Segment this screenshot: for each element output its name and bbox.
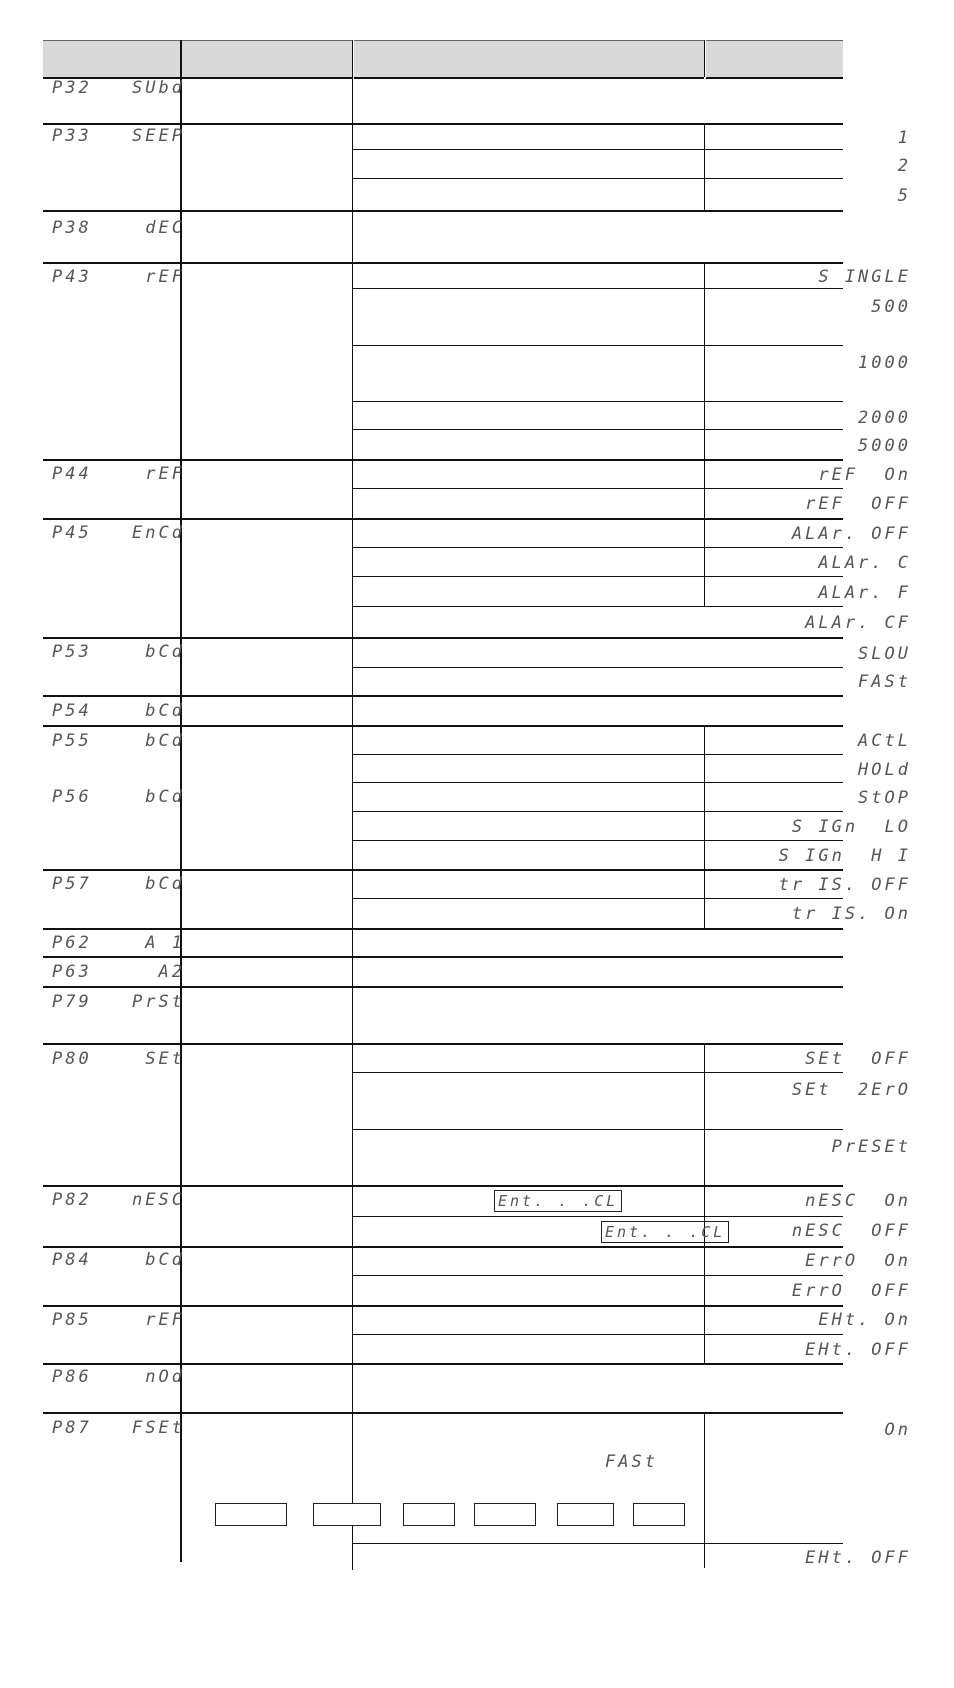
mode-box xyxy=(313,1503,381,1526)
param-name: A2 xyxy=(158,962,185,982)
display-value: 2 xyxy=(897,156,911,176)
param-code: P54 xyxy=(52,701,92,721)
subrow-divider xyxy=(352,1543,843,1544)
param-code: P85 xyxy=(52,1310,92,1330)
param-code: P79 xyxy=(52,992,92,1012)
subrow-divider xyxy=(352,149,843,150)
display-value: ErrO On xyxy=(805,1251,911,1271)
inline-display-text: FASt xyxy=(605,1452,658,1472)
mode-box xyxy=(215,1503,287,1526)
display-value: ALAr. CF xyxy=(805,613,911,633)
row-divider xyxy=(43,725,843,727)
mode-box xyxy=(474,1503,536,1526)
row-divider xyxy=(43,1412,843,1414)
param-code: P32 xyxy=(52,78,92,98)
row-divider xyxy=(43,986,843,988)
display-value: StOP xyxy=(858,788,911,808)
param-name: PrSt xyxy=(132,992,185,1012)
column-divider xyxy=(704,40,705,77)
subrow-divider xyxy=(352,782,843,783)
display-value: 5000 xyxy=(858,436,911,456)
param-code: P56 xyxy=(52,787,92,807)
row-divider xyxy=(43,637,843,639)
param-name: nESC xyxy=(132,1190,185,1210)
mode-box xyxy=(403,1503,455,1526)
param-code: P55 xyxy=(52,731,92,751)
param-code: P44 xyxy=(52,464,92,484)
column-divider xyxy=(704,1246,705,1305)
param-name: rEF xyxy=(145,1310,185,1330)
column-divider xyxy=(704,869,705,928)
param-name: nOd xyxy=(145,1367,185,1387)
column-divider xyxy=(704,1305,705,1363)
param-code: P63 xyxy=(52,962,92,982)
display-value: SEt 2ErO xyxy=(791,1080,911,1100)
subrow-divider xyxy=(352,1129,843,1130)
row-divider xyxy=(43,518,843,520)
param-code: P57 xyxy=(52,874,92,894)
row-divider xyxy=(43,1246,843,1248)
subrow-divider xyxy=(352,178,843,179)
display-value: S IGn H I xyxy=(778,846,911,866)
row-divider xyxy=(43,1305,843,1307)
param-name: bCd xyxy=(145,874,185,894)
param-name: EnCd xyxy=(132,523,185,543)
header-cell-function xyxy=(182,40,352,79)
row-divider xyxy=(43,695,843,697)
subrow-divider xyxy=(352,288,843,289)
subrow-divider xyxy=(352,1334,843,1335)
param-code: P80 xyxy=(52,1049,92,1069)
row-divider xyxy=(43,1043,843,1045)
display-value: 5 xyxy=(897,186,911,206)
column-divider xyxy=(704,1043,705,1185)
param-name: bCd xyxy=(145,642,185,662)
param-name: SUbd xyxy=(132,78,185,98)
param-code: P43 xyxy=(52,267,92,287)
param-name: A 1 xyxy=(145,933,185,953)
subrow-divider xyxy=(352,754,843,755)
subrow-divider xyxy=(352,576,843,577)
subrow-divider xyxy=(352,667,843,668)
column-divider xyxy=(704,459,705,518)
param-name: bCd xyxy=(145,787,185,807)
subrow-divider xyxy=(352,429,843,430)
subrow-divider xyxy=(352,840,843,841)
column-divider xyxy=(704,123,705,210)
display-value: 2000 xyxy=(858,408,911,428)
param-code: P87 xyxy=(52,1418,92,1438)
mode-box xyxy=(633,1503,685,1526)
display-value: EHt. OFF xyxy=(805,1340,911,1360)
param-code: P53 xyxy=(52,642,92,662)
row-divider xyxy=(43,123,843,125)
row-divider xyxy=(43,869,843,871)
subrow-divider xyxy=(352,898,843,899)
param-name: SEEP xyxy=(132,126,185,146)
inline-display-box: Ent. . .CL xyxy=(601,1221,729,1243)
display-value: rEF On xyxy=(818,465,911,485)
display-value: S INGLE xyxy=(818,267,911,287)
display-value: ALAr. C xyxy=(818,553,911,573)
display-value: nESC On xyxy=(805,1191,911,1211)
column-divider xyxy=(704,262,705,459)
display-value: On xyxy=(884,1420,911,1440)
display-value: 500 xyxy=(871,297,911,317)
header-cell-parameter xyxy=(43,40,180,79)
display-value: EHt. On xyxy=(818,1310,911,1330)
display-value: SEt OFF xyxy=(805,1049,911,1069)
display-value: ALAr. F xyxy=(818,583,911,603)
header-cell-display xyxy=(706,40,843,79)
display-value: ErrO OFF xyxy=(791,1281,911,1301)
header-cell-description xyxy=(354,40,704,79)
display-value: SLOU xyxy=(858,644,911,664)
subrow-divider xyxy=(352,401,843,402)
display-value: HOLd xyxy=(858,760,911,780)
row-divider xyxy=(43,459,843,461)
param-code: P45 xyxy=(52,523,92,543)
param-name: bCd xyxy=(145,1250,185,1270)
display-value: 1000 xyxy=(858,353,911,373)
param-name: bCd xyxy=(145,701,185,721)
row-divider xyxy=(43,262,843,264)
display-value: ALAr. OFF xyxy=(791,524,911,544)
subrow-divider xyxy=(352,1275,843,1276)
column-divider xyxy=(704,518,705,606)
row-divider xyxy=(43,1363,843,1365)
display-value: 1 xyxy=(897,128,911,148)
display-value: rEF OFF xyxy=(805,494,911,514)
column-divider xyxy=(704,725,705,869)
param-code: P86 xyxy=(52,1367,92,1387)
param-code: P38 xyxy=(52,218,92,238)
param-name: rEF xyxy=(145,464,185,484)
subrow-divider xyxy=(352,547,843,548)
subrow-divider xyxy=(352,345,843,346)
mode-box xyxy=(557,1503,614,1526)
subrow-divider xyxy=(352,606,843,607)
row-divider xyxy=(43,928,843,930)
row-divider xyxy=(43,956,843,958)
param-name: bCd xyxy=(145,731,185,751)
param-name: FSEt xyxy=(132,1418,185,1438)
display-value: ACtL xyxy=(858,731,911,751)
column-divider xyxy=(352,40,353,1570)
param-code: P84 xyxy=(52,1250,92,1270)
display-value: nESC OFF xyxy=(791,1221,911,1241)
display-value: tr IS. OFF xyxy=(778,875,911,895)
display-value: PrESEt xyxy=(831,1137,911,1157)
param-name: rEF xyxy=(145,267,185,287)
subrow-divider xyxy=(352,1216,843,1217)
param-code: P62 xyxy=(52,933,92,953)
column-divider xyxy=(704,1412,705,1568)
row-divider xyxy=(43,1185,843,1187)
param-name: dEC xyxy=(145,218,185,238)
display-value: EHt. OFF xyxy=(805,1548,911,1568)
param-code: P33 xyxy=(52,126,92,146)
display-value: FASt xyxy=(858,672,911,692)
display-value: S IGn LO xyxy=(791,817,911,837)
param-code: P82 xyxy=(52,1190,92,1210)
row-divider xyxy=(43,210,843,212)
subrow-divider xyxy=(352,811,843,812)
subrow-divider xyxy=(352,1072,843,1073)
param-name: SEt xyxy=(145,1049,185,1069)
display-value: tr IS. On xyxy=(791,904,911,924)
inline-display-box: Ent. . .CL xyxy=(494,1190,622,1212)
subrow-divider xyxy=(352,488,843,489)
